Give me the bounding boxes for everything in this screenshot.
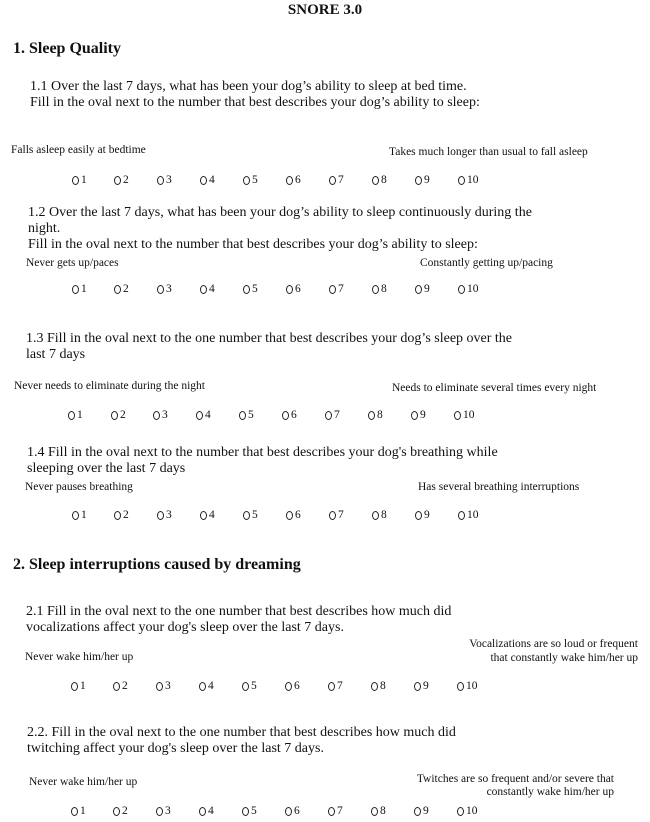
scale-option-1[interactable] [72,174,87,186]
scale-option-7[interactable] [329,174,344,186]
oval-radio-icon[interactable] [328,807,335,816]
scale-option-label: 7 [338,174,344,186]
scale-option-8[interactable] [368,409,383,421]
scale-option-3[interactable] [153,409,168,421]
oval-radio-icon[interactable] [372,511,379,520]
oval-radio-icon[interactable] [153,411,160,420]
rating-scale [0,805,650,819]
scale-option-label: 4 [205,409,211,421]
oval-radio-icon[interactable] [329,511,336,520]
oval-radio-icon[interactable] [114,511,121,520]
anchor-line: that constantly wake him/her up [490,652,638,664]
scale-option-1[interactable] [68,409,83,421]
scale-option-6[interactable] [285,805,300,817]
scale-option-10[interactable] [454,409,475,421]
scale-option-label: 2 [122,805,128,817]
question-text-line: 2.1 Fill in the oval next to the one number that best describes how much did [26,604,452,619]
form-title: SNORE 3.0 [287,2,363,18]
scale-option-10[interactable] [458,283,479,295]
oval-radio-icon[interactable] [157,176,164,185]
scale-option-label: 6 [294,680,300,692]
scale-option-label: 5 [248,409,254,421]
anchor-line: Twitches are so frequent and/or severe that [416,773,614,785]
scale-option-8[interactable] [371,680,386,692]
scale-option-3[interactable] [157,174,172,186]
scale-option-label: 1 [80,805,86,817]
scale-option-label: 10 [466,680,478,692]
oval-radio-icon[interactable] [200,511,207,520]
rating-scale [0,174,650,188]
scale-option-label: 3 [165,680,171,692]
oval-radio-icon[interactable] [285,682,292,691]
scale-option-10[interactable] [458,509,479,521]
scale-option-label: 9 [424,283,430,295]
question-text-line: night. [28,221,61,236]
oval-radio-icon[interactable] [415,511,422,520]
scale-option-label: 1 [80,680,86,692]
oval-radio-icon[interactable] [329,285,336,294]
scale-option-3[interactable] [156,680,171,692]
scale-option-label: 3 [166,509,172,521]
scale-option-6[interactable] [285,680,300,692]
scale-option-label: 9 [423,805,429,817]
scale-option-label: 5 [252,174,258,186]
oval-radio-icon[interactable] [199,682,206,691]
oval-radio-icon[interactable] [199,807,206,816]
oval-radio-icon[interactable] [239,411,246,420]
scale-option-2[interactable] [114,174,129,186]
scale-option-label: 3 [165,805,171,817]
question-text-line: vocalizations affect your dog's sleep over the last 7 days. [26,620,344,635]
oval-radio-icon[interactable] [114,285,121,294]
scale-option-label: 8 [380,805,386,817]
oval-radio-icon[interactable] [156,807,163,816]
oval-radio-icon[interactable] [325,411,332,420]
oval-radio-icon[interactable] [458,511,465,520]
left-anchor-label: Never wake him/her up [29,776,138,788]
scale-option-label: 10 [466,805,478,817]
oval-radio-icon[interactable] [329,176,336,185]
scale-option-label: 4 [209,283,215,295]
oval-radio-icon[interactable] [200,285,207,294]
scale-option-2[interactable] [113,805,128,817]
scale-option-label: 8 [381,509,387,521]
scale-option-6[interactable] [282,409,297,421]
right-anchor-label [420,257,553,269]
scale-option-label: 7 [337,805,343,817]
scale-option-label: 4 [209,174,215,186]
oval-radio-icon[interactable] [68,411,75,420]
scale-option-label: 1 [81,174,87,186]
question-text-line: 1.4 Fill in the oval next to the number that best describes your dog's breathing while [27,445,498,460]
oval-radio-icon[interactable] [414,682,421,691]
oval-radio-icon[interactable] [243,285,250,294]
anchor-line: constantly wake him/her up [486,786,614,798]
section-heading-sleep-quality: 1. Sleep Quality [13,40,122,57]
scale-option-5[interactable] [243,509,258,521]
oval-radio-icon[interactable] [157,285,164,294]
scale-option-9[interactable] [415,174,430,186]
scale-option-9[interactable] [415,509,430,521]
scale-option-7[interactable] [325,409,340,421]
oval-radio-icon[interactable] [111,411,118,420]
scale-option-8[interactable] [371,805,386,817]
scale-option-7[interactable] [328,680,343,692]
scale-option-label: 2 [120,409,126,421]
scale-option-label: 9 [420,409,426,421]
scale-option-7[interactable] [328,805,343,817]
scale-option-label: 5 [251,680,257,692]
scale-option-5[interactable] [239,409,254,421]
question-text-line: sleeping over the last 7 days [27,461,186,476]
scale-option-label: 4 [209,509,215,521]
scale-option-9[interactable] [415,283,430,295]
oval-radio-icon[interactable] [458,285,465,294]
scale-option-label: 1 [77,409,83,421]
scale-option-label: 8 [377,409,383,421]
oval-radio-icon[interactable] [454,411,461,420]
anchor-line: Takes much longer than usual to fall asleep [389,146,588,158]
oval-radio-icon[interactable] [415,285,422,294]
scale-option-5[interactable] [242,680,257,692]
right-anchor-label [392,382,596,394]
rating-scale [0,509,650,523]
scale-option-6[interactable] [286,509,301,521]
oval-radio-icon[interactable] [457,807,464,816]
scale-option-4[interactable] [196,409,211,421]
oval-radio-icon[interactable] [286,285,293,294]
left-anchor-label: Never wake him/her up [25,651,134,663]
scale-option-1[interactable] [71,805,86,817]
scale-option-label: 7 [338,283,344,295]
anchor-line: Vocalizations are so loud or frequent [469,638,638,650]
scale-option-label: 2 [123,283,129,295]
scale-option-5[interactable] [243,283,258,295]
scale-option-2[interactable] [114,283,129,295]
scale-option-2[interactable] [111,409,126,421]
scale-option-label: 4 [208,680,214,692]
scale-option-label: 7 [338,509,344,521]
oval-radio-icon[interactable] [71,807,78,816]
scale-option-label: 3 [166,283,172,295]
scale-option-label: 10 [467,283,479,295]
question-text-line: 1.3 Fill in the oval next to the one number that best describes your dog’s sleep over the [26,331,513,346]
scale-option-2[interactable] [114,509,129,521]
scale-option-6[interactable] [286,283,301,295]
oval-radio-icon[interactable] [72,176,79,185]
right-anchor-label [389,146,588,158]
scale-option-4[interactable] [200,283,215,295]
question-text-line: twitching affect your dog's sleep over the last 7 days. [27,741,324,756]
question-text-line: 1.1 Over the last 7 days, what has been your dog’s ability to sleep at bed time. [30,79,467,94]
scale-option-1[interactable] [72,509,87,521]
scale-option-label: 5 [251,805,257,817]
scale-option-label: 6 [294,805,300,817]
question-text-line: last 7 days [26,347,86,362]
scale-option-8[interactable] [372,283,387,295]
oval-radio-icon[interactable] [71,682,78,691]
scale-option-label: 4 [208,805,214,817]
oval-radio-icon[interactable] [368,411,375,420]
question-text-line: Fill in the oval next to the number that best describes your dog’s ability to sleep: [28,237,478,252]
oval-radio-icon[interactable] [243,176,250,185]
oval-radio-icon[interactable] [113,807,120,816]
scale-option-label: 7 [334,409,340,421]
scale-option-label: 8 [380,680,386,692]
scale-option-label: 1 [81,283,87,295]
rating-scale [0,680,650,694]
scale-option-7[interactable] [329,283,344,295]
anchor-line: Has several breathing interruptions [418,481,580,493]
scale-option-label: 9 [423,680,429,692]
scale-option-5[interactable] [242,805,257,817]
anchor-line: Constantly getting up/pacing [420,257,553,269]
scale-option-8[interactable] [372,509,387,521]
question-text-line: 1.2 Over the last 7 days, what has been your dog’s ability to sleep continuously during the [28,205,532,220]
anchor-line: Needs to eliminate several times every night [392,382,597,394]
oval-radio-icon[interactable] [156,682,163,691]
scale-option-3[interactable] [156,805,171,817]
oval-radio-icon[interactable] [243,511,250,520]
scale-option-label: 2 [122,680,128,692]
question-text-line: Fill in the oval next to the number that best describes your dog’s ability to sleep: [30,95,480,110]
oval-radio-icon[interactable] [282,411,289,420]
scale-option-label: 8 [381,174,387,186]
question-text-line: 2.2. Fill in the oval next to the one number that best describes how much did [27,725,456,740]
oval-radio-icon[interactable] [286,511,293,520]
scale-option-10[interactable] [457,805,478,817]
scale-option-label: 10 [467,509,479,521]
oval-radio-icon[interactable] [286,176,293,185]
right-anchor-label [404,773,614,798]
scale-option-3[interactable] [157,509,172,521]
scale-option-6[interactable] [286,174,301,186]
scale-option-label: 6 [291,409,297,421]
scale-option-label: 6 [295,283,301,295]
scale-option-9[interactable] [414,805,429,817]
oval-radio-icon[interactable] [328,682,335,691]
question-1-3 [26,331,512,363]
scale-option-4[interactable] [200,509,215,521]
scale-option-label: 5 [252,509,258,521]
scale-option-1[interactable] [71,680,86,692]
oval-radio-icon[interactable] [157,511,164,520]
oval-radio-icon[interactable] [72,511,79,520]
scale-option-label: 6 [295,174,301,186]
oval-radio-icon[interactable] [196,411,203,420]
question-2-1 [26,604,451,636]
left-anchor-label: Falls asleep easily at bedtime [11,144,146,156]
question-1-2 [28,205,532,253]
oval-radio-icon[interactable] [200,176,207,185]
oval-radio-icon[interactable] [242,807,249,816]
rating-scale [0,283,650,297]
scale-option-2[interactable] [113,680,128,692]
left-anchor-label: Never pauses breathing [25,481,133,493]
scale-option-4[interactable] [200,174,215,186]
question-1-4 [27,445,498,477]
oval-radio-icon[interactable] [371,807,378,816]
scale-option-1[interactable] [72,283,87,295]
scale-option-label: 10 [463,409,475,421]
scale-option-4[interactable] [199,805,214,817]
left-anchor-label: Never needs to eliminate during the night [14,380,205,392]
oval-radio-icon[interactable] [72,285,79,294]
scale-option-label: 3 [166,174,172,186]
right-anchor-label [440,638,638,664]
section-heading-sleep-interruptions: 2. Sleep interruptions caused by dreaming [13,556,301,573]
oval-radio-icon[interactable] [285,807,292,816]
scale-option-label: 10 [467,174,479,186]
scale-option-label: 3 [162,409,168,421]
scale-option-label: 8 [381,283,387,295]
scale-option-10[interactable] [458,174,479,186]
oval-radio-icon[interactable] [415,176,422,185]
scale-option-3[interactable] [157,283,172,295]
scale-option-label: 2 [123,509,129,521]
question-2-2 [27,725,456,757]
scale-option-label: 1 [81,509,87,521]
oval-radio-icon[interactable] [242,682,249,691]
rating-scale [0,409,650,423]
oval-radio-icon[interactable] [414,807,421,816]
oval-radio-icon[interactable] [372,176,379,185]
left-anchor-label: Never gets up/paces [26,257,119,269]
scale-option-9[interactable] [411,409,426,421]
oval-radio-icon[interactable] [371,682,378,691]
scale-option-10[interactable] [457,680,478,692]
question-1-1 [30,79,480,111]
oval-radio-icon[interactable] [113,682,120,691]
oval-radio-icon[interactable] [458,176,465,185]
right-anchor-label [418,481,579,493]
scale-option-9[interactable] [414,680,429,692]
scale-option-label: 5 [252,283,258,295]
scale-option-8[interactable] [372,174,387,186]
scale-option-label: 9 [424,174,430,186]
oval-radio-icon[interactable] [114,176,121,185]
scale-option-5[interactable] [243,174,258,186]
scale-option-4[interactable] [199,680,214,692]
scale-option-label: 9 [424,509,430,521]
oval-radio-icon[interactable] [372,285,379,294]
oval-radio-icon[interactable] [457,682,464,691]
scale-option-label: 6 [295,509,301,521]
scale-option-label: 7 [337,680,343,692]
scale-option-7[interactable] [329,509,344,521]
scale-option-label: 2 [123,174,129,186]
oval-radio-icon[interactable] [411,411,418,420]
